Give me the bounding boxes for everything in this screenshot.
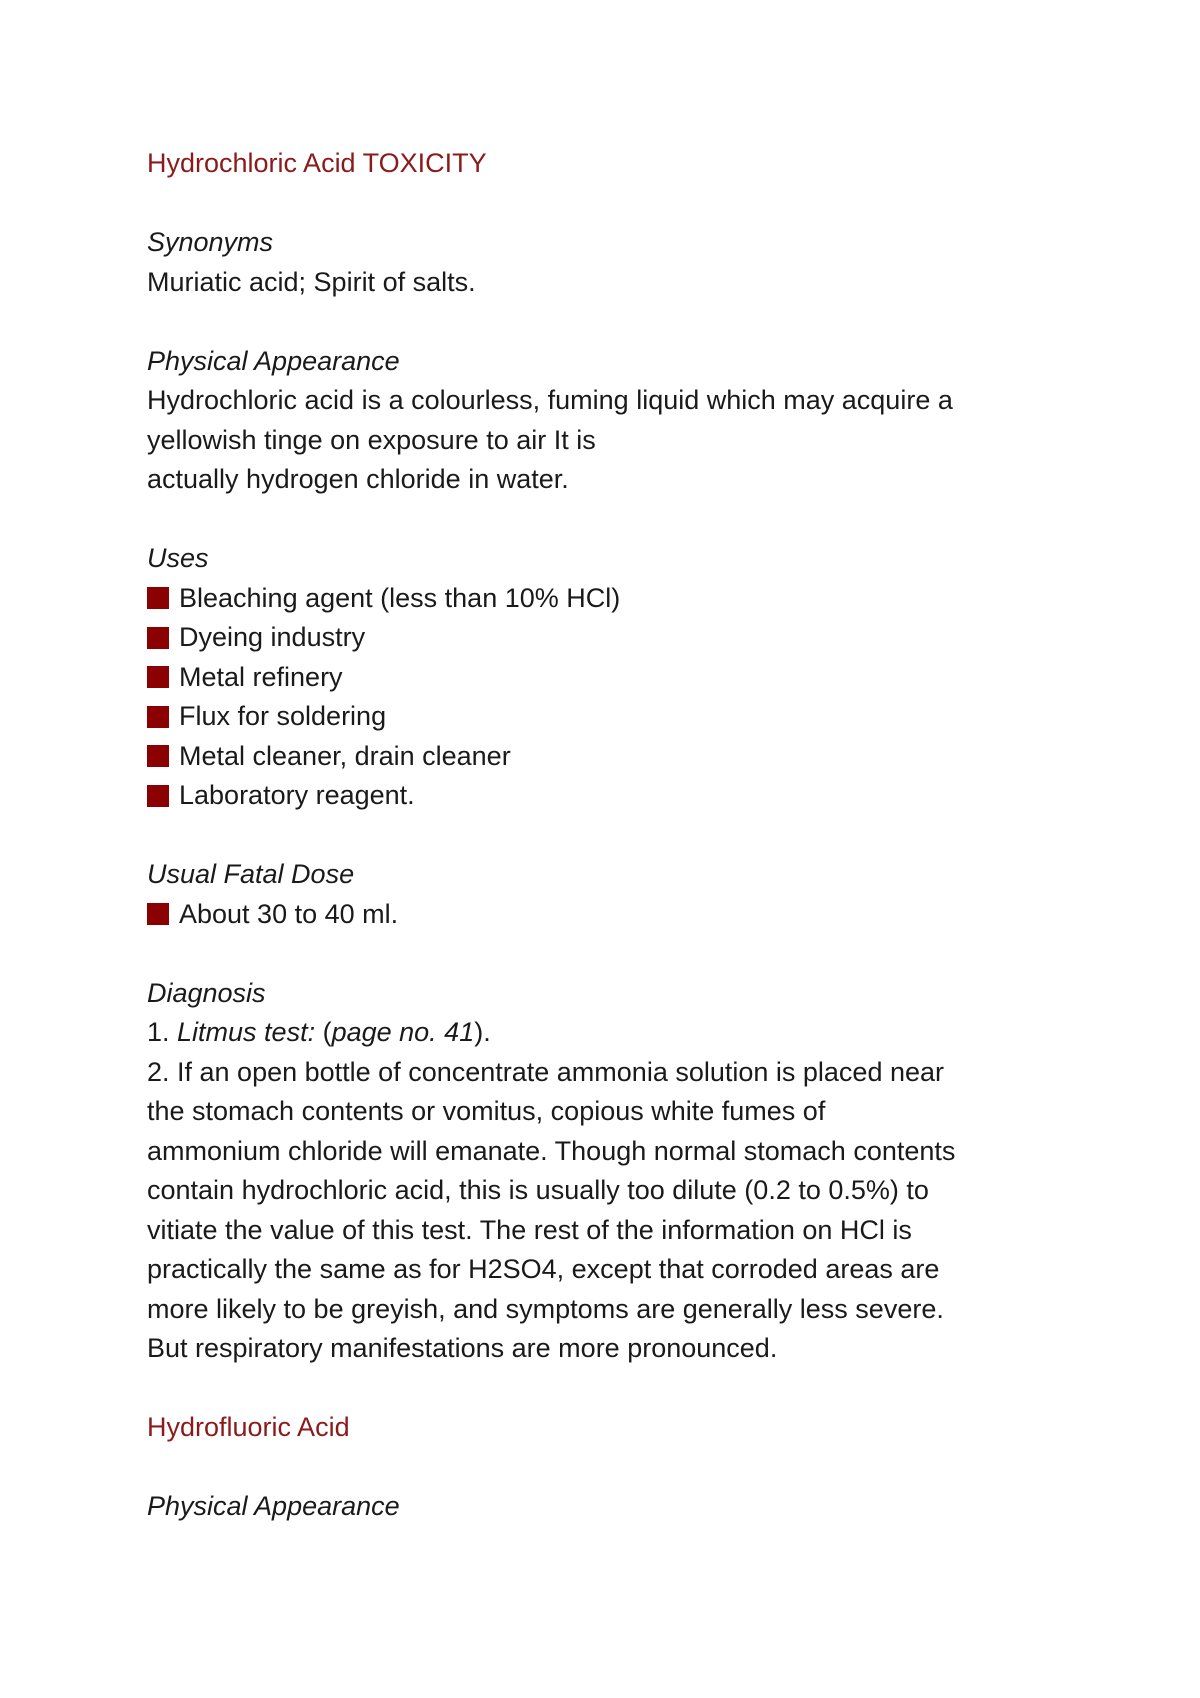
hf-title: Hydrofluoric Acid bbox=[147, 1412, 350, 1442]
uses-item-text: Dyeing industry bbox=[179, 622, 366, 652]
hf-appearance-heading: Physical Appearance bbox=[147, 1491, 400, 1521]
square-bullet-icon bbox=[147, 627, 169, 649]
fatal-dose-list bbox=[147, 895, 1060, 935]
diagnosis-2-line: But respiratory manifestations are more pronounced. bbox=[147, 1333, 778, 1363]
uses-item-text: Metal refinery bbox=[179, 661, 343, 692]
diagnosis-2-line: contain hydrochloric acid, this is usually too dilute (0.2 to 0.5%) to bbox=[147, 1175, 929, 1205]
fatal-dose-item bbox=[147, 895, 1060, 935]
appearance-heading: Physical Appearance bbox=[147, 345, 400, 376]
uses-item bbox=[147, 737, 1060, 777]
square-bullet-icon bbox=[147, 785, 169, 807]
diagnosis-heading: Diagnosis bbox=[147, 977, 266, 1008]
uses-item-text: Flux for soldering bbox=[179, 701, 387, 731]
uses-item bbox=[147, 618, 1060, 658]
diagnosis-2-line: more likely to be greyish, and symptoms are generally less severe. bbox=[147, 1293, 944, 1324]
synonyms-heading: Synonyms bbox=[147, 227, 274, 257]
square-bullet-icon bbox=[147, 745, 169, 767]
diagnosis-1-close: ). bbox=[474, 1017, 491, 1047]
fatal-dose-text: About 30 to 40 ml. bbox=[179, 898, 399, 929]
diagnosis-2-line: practically the same as for H2SO4, except that corroded areas are bbox=[147, 1254, 940, 1284]
uses-item-text: Bleaching agent (less than 10% HCl) bbox=[179, 582, 621, 613]
uses-item bbox=[147, 579, 1060, 619]
uses-item bbox=[147, 658, 1060, 698]
uses-heading: Uses bbox=[147, 543, 209, 573]
diagnosis-1-label: Litmus test: bbox=[177, 1017, 316, 1047]
diagnosis-2-line: vitiate the value of this test. The rest of the information on HCl is bbox=[147, 1214, 912, 1245]
uses-item-text: Laboratory reagent. bbox=[179, 780, 415, 810]
diagnosis-2-line: the stomach contents or vomitus, copious white fumes of bbox=[147, 1096, 826, 1126]
diagnosis-2-line: 2. If an open bottle of concentrate ammonia solution is placed near bbox=[147, 1056, 945, 1087]
uses-item-text: Metal cleaner, drain cleaner bbox=[179, 740, 511, 771]
square-bullet-icon bbox=[147, 666, 169, 688]
square-bullet-icon bbox=[147, 903, 169, 925]
appearance-line: yellowish tinge on exposure to air It is bbox=[147, 424, 596, 455]
uses-item bbox=[147, 776, 1060, 816]
uses-item bbox=[147, 697, 1060, 737]
diagnosis-2-line: ammonium chloride will emanate. Though normal stomach contents bbox=[147, 1135, 956, 1166]
diagnosis-1-ref: page no. 41 bbox=[331, 1017, 475, 1047]
square-bullet-icon bbox=[147, 706, 169, 728]
diagnosis-item-1 bbox=[147, 1013, 1060, 1053]
synonyms-text: Muriatic acid; Spirit of salts. bbox=[147, 266, 476, 297]
uses-list bbox=[147, 579, 1060, 816]
hcl-title: Hydrochloric Acid TOXICITY bbox=[147, 148, 487, 178]
appearance-line: Hydrochloric acid is a colourless, fuming liquid which may acquire a bbox=[147, 385, 953, 415]
diagnosis-1-number: 1. bbox=[147, 1017, 178, 1047]
appearance-line: actually hydrogen chloride in water. bbox=[147, 464, 569, 494]
fatal-dose-heading: Usual Fatal Dose bbox=[147, 859, 355, 889]
diagnosis-1-open: ( bbox=[315, 1017, 332, 1047]
square-bullet-icon bbox=[147, 587, 169, 609]
